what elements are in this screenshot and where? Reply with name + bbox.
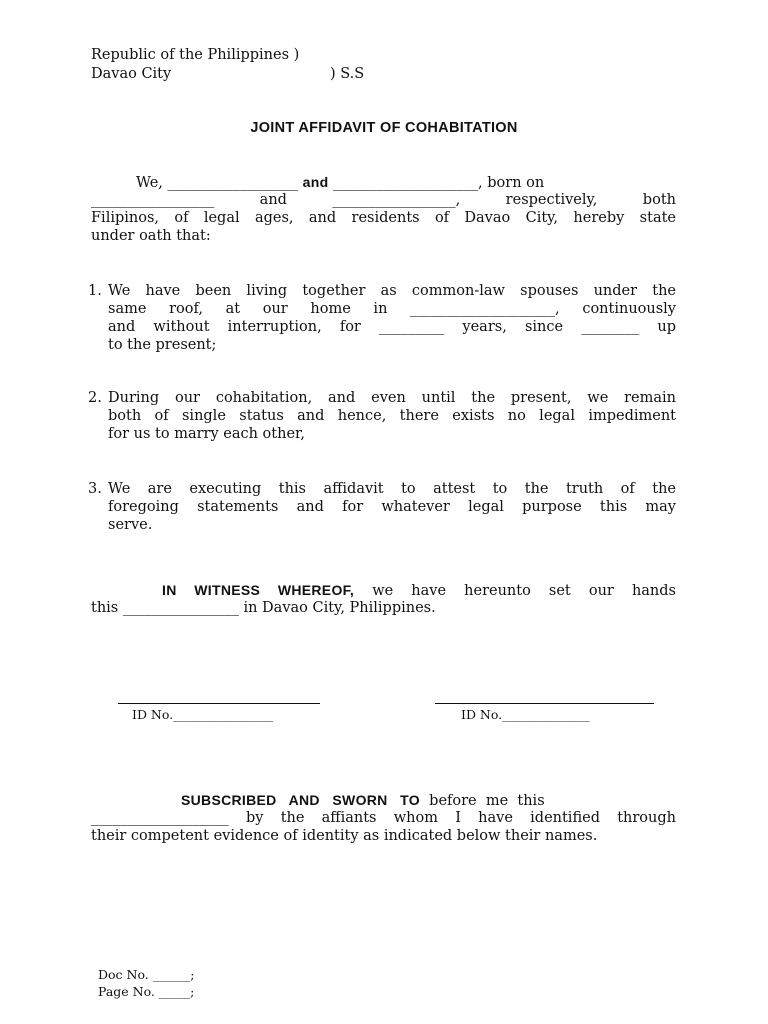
doc-number: Doc No. ______; (98, 967, 195, 982)
item-3-line-2: foregoing statements and for whatever legal purpose this may (108, 499, 676, 515)
witness-heading: IN WITNESS WHEREOF, (162, 582, 355, 598)
signature-left-id: ID No.________________ (132, 707, 274, 722)
item-3-line-3: serve. (108, 517, 153, 533)
item-3-line-1: We are executing this affidavit to attest to the truth of the (108, 481, 676, 497)
intro-line-2: _________________ and _________________, respectively, both (91, 192, 676, 208)
subscribed-text: before me this (419, 793, 545, 809)
item-2-line-1: During our cohabitation, and even until the present, we remain (108, 390, 676, 406)
subscribed-line-3: their competent evidence of identity as indicated below their names. (91, 828, 598, 844)
intro-line-1-part-a: We, __________________ (136, 175, 303, 191)
item-2-line-2: both of single status and hence, there exists no legal impediment (108, 408, 676, 424)
document-title: JOINT AFFIDAVIT OF COHABITATION (250, 120, 518, 136)
page-number: Page No. _____; (98, 984, 195, 999)
intro-line-1 (136, 173, 544, 192)
item-2-number: 2. (88, 390, 102, 406)
intro-and: and (302, 174, 329, 190)
witness-line-1 (162, 581, 676, 600)
witness-text: we have hereunto set our hands (354, 583, 676, 599)
witness-line-2: this ________________ in Davao City, Philippines. (91, 600, 436, 616)
item-1-line-3: and without interruption, for _________ years, since ________ up (108, 319, 676, 335)
intro-line-4: under oath that: (91, 228, 211, 244)
intro-line-1-part-b: ____________________, born on (328, 175, 545, 191)
item-2-line-3: for us to marry each other, (108, 426, 305, 442)
item-1-number: 1. (88, 283, 102, 299)
item-1-line-4: to the present; (108, 337, 217, 353)
venue-city: Davao City (91, 66, 172, 82)
venue-republic: Republic of the Philippines ) (91, 47, 300, 63)
signature-right-id: ID No.______________ (461, 707, 590, 722)
subscribed-line-2: ___________________ by the affiants whom I have identified through (91, 810, 676, 826)
subscribed-heading: SUBSCRIBED AND SWORN TO (181, 792, 420, 808)
intro-line-3: Filipinos, of legal ages, and residents of Davao City, hereby state (91, 210, 676, 226)
signature-line-left (118, 703, 320, 704)
subscribed-line-1 (181, 791, 545, 810)
item-1-line-2: same roof, at our home in ____________________, continuously (108, 301, 676, 317)
item-3-number: 3. (88, 481, 102, 497)
venue-ss: ) S.S (330, 66, 365, 82)
signature-line-right (435, 703, 654, 704)
item-1-line-1: We have been living together as common-law spouses under the (108, 283, 676, 299)
